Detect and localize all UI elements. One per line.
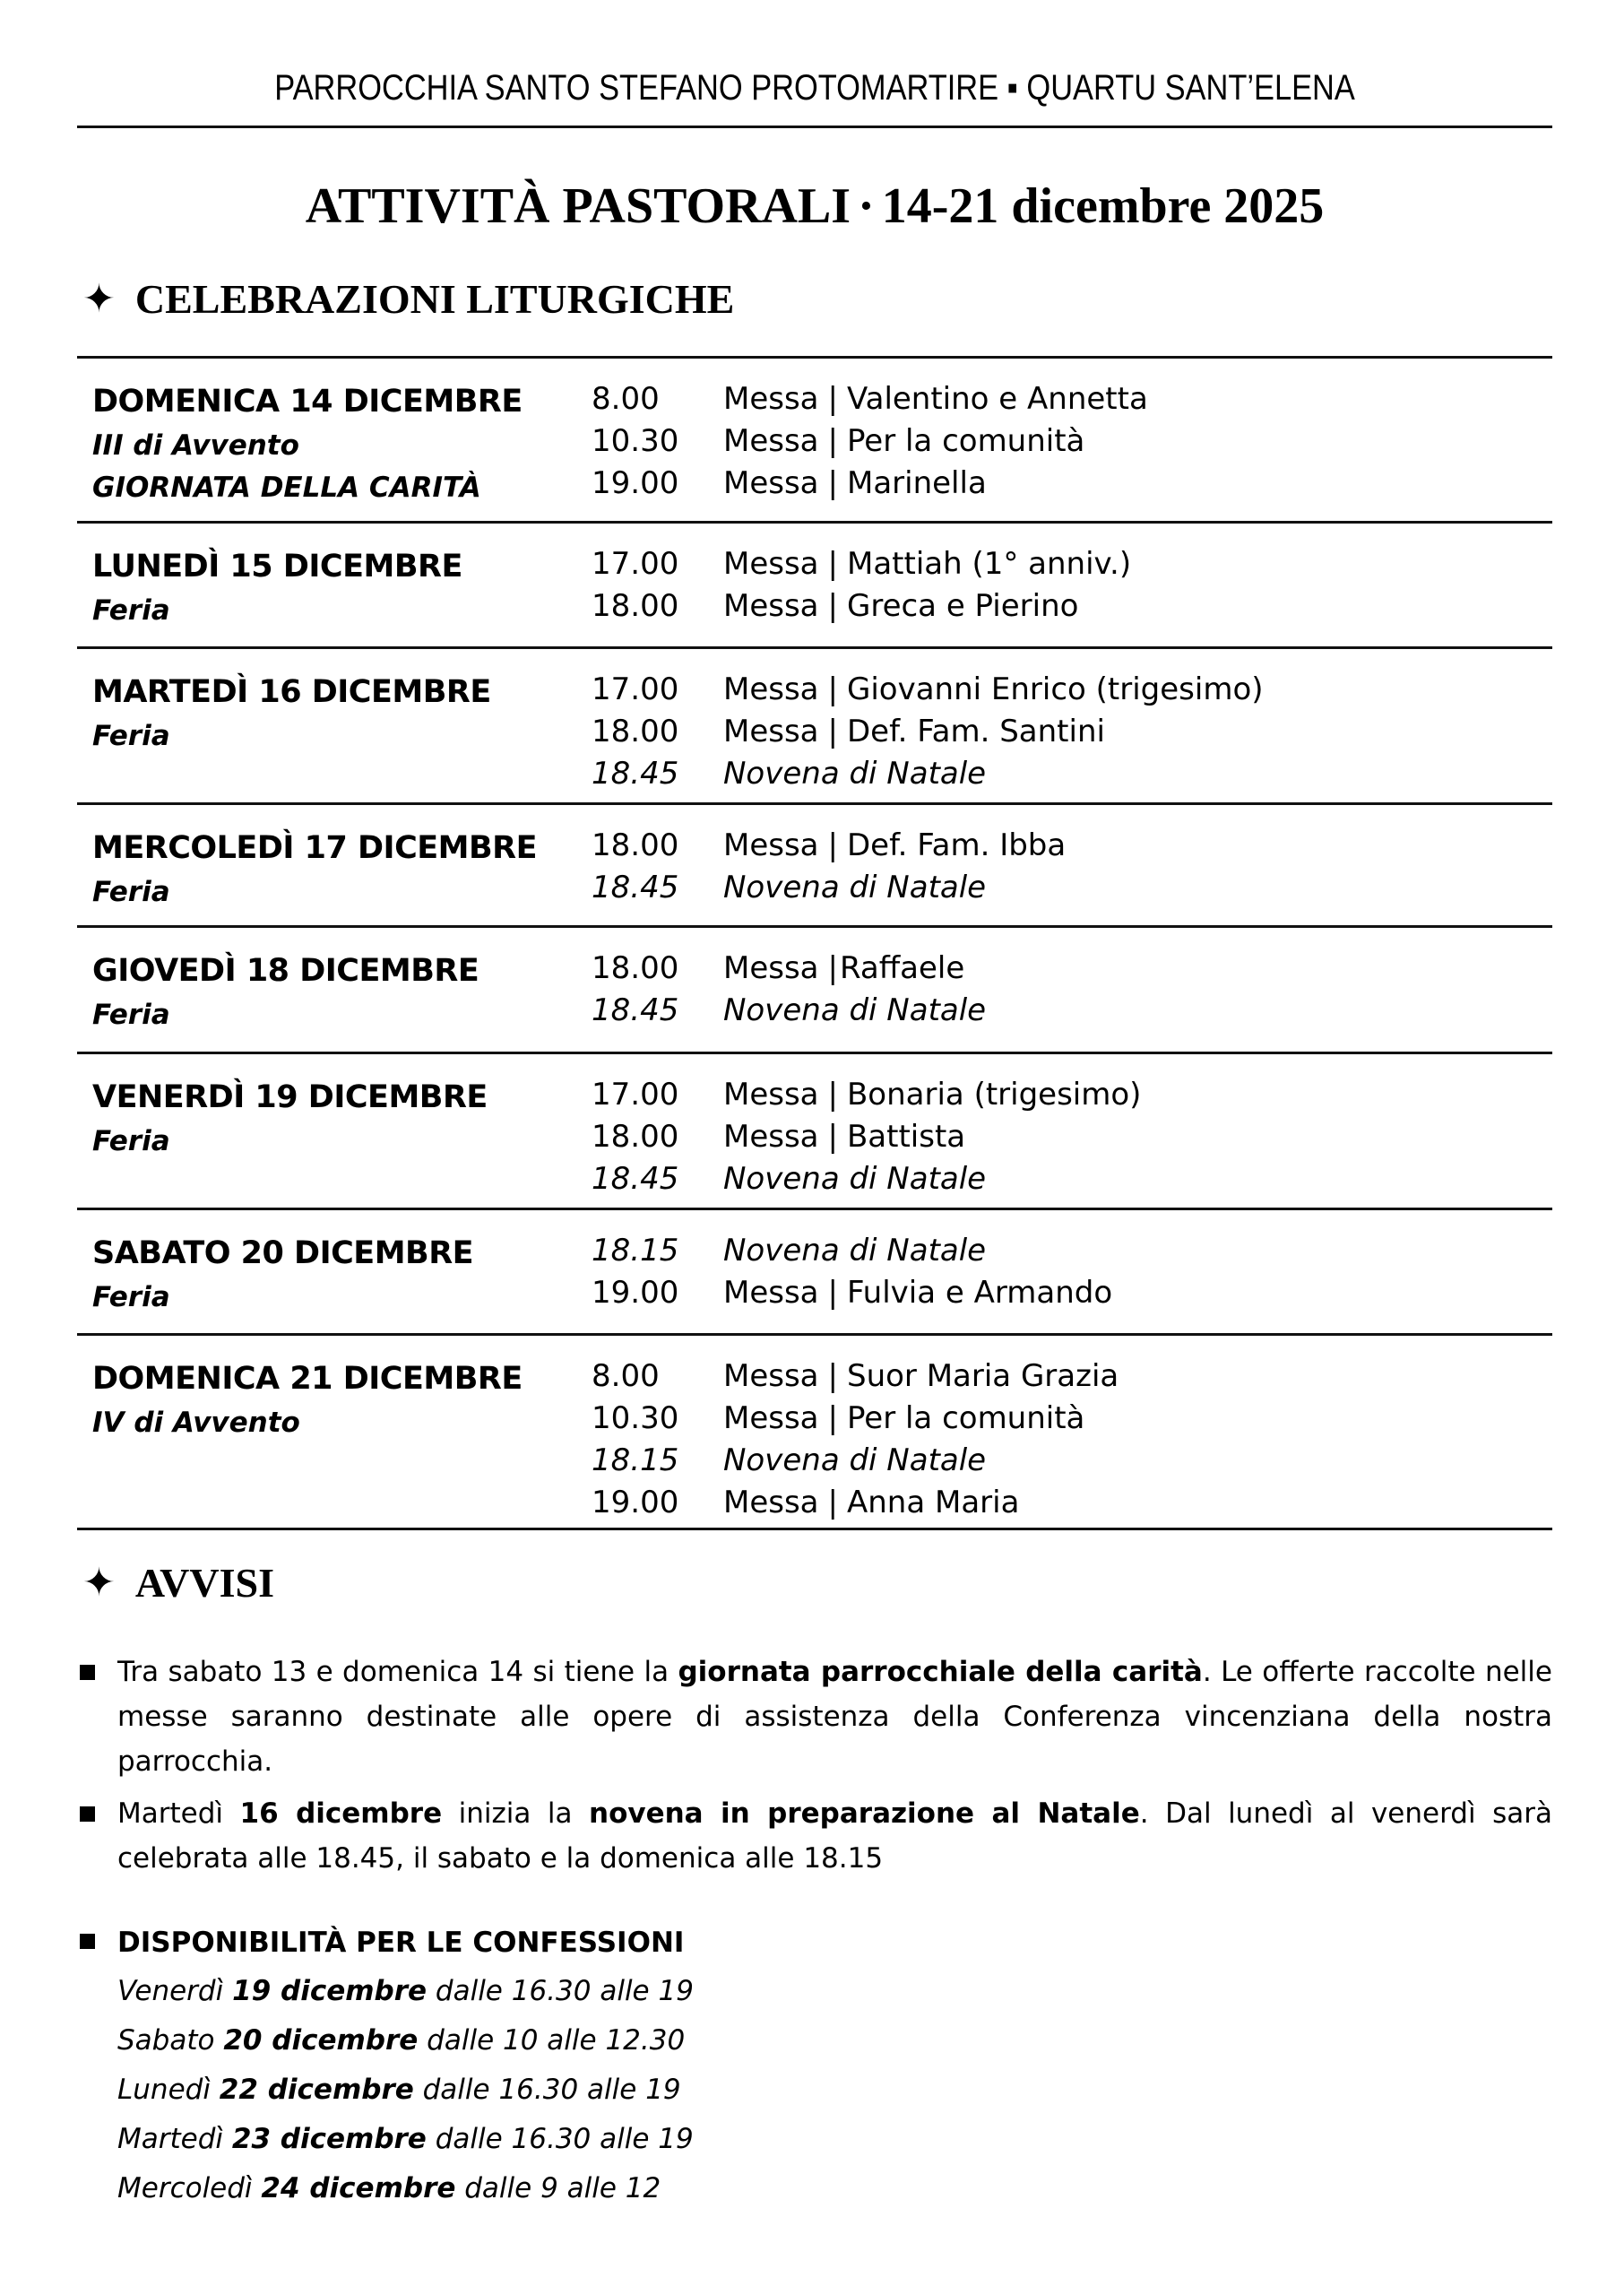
event-time: 18.45 (592, 992, 679, 1028)
day-liturgical-note: Feria (92, 876, 170, 908)
event-intention: Per la comunità (846, 1400, 1085, 1436)
event-separator: | (827, 1400, 838, 1436)
event-time: 19.00 (592, 465, 679, 501)
event-separator: | (827, 1358, 838, 1394)
event-item (592, 753, 1264, 795)
event-type: Messa (723, 1485, 819, 1520)
event-intention: Fulvia e Armando (846, 1275, 1113, 1311)
schedule-row (77, 1333, 1552, 1530)
schedule-row (77, 356, 1552, 521)
day-liturgical-note: III di Avvento (92, 429, 299, 462)
event-item (592, 585, 1131, 628)
day-liturgical-note: GIORNATA DELLA CARITÀ (92, 472, 481, 504)
confession-hours: dalle 9 alle 12 (464, 2172, 661, 2204)
event-intention: Bonaria (trigesimo) (846, 1077, 1142, 1113)
section-notices-title: AVVISI (134, 1560, 274, 1606)
page-title (77, 176, 1552, 237)
event-type: Novena di Natale (723, 870, 987, 905)
event-intention: Raffaele (839, 950, 965, 986)
event-list (592, 1230, 1112, 1314)
event-separator: | (827, 546, 838, 582)
notice-text: Tra sabato 13 e domenica 14 si tiene la (117, 1656, 678, 1688)
confession-date: 23 dicembre (231, 2123, 427, 2155)
day-label (92, 1355, 523, 1444)
confession-hours: dalle 16.30 alle 19 (435, 2123, 694, 2155)
event-type: Novena di Natale (723, 1161, 987, 1197)
event-type: Messa (723, 465, 819, 501)
confession-date: 19 dicembre (232, 1975, 428, 2007)
day-name: SABATO 20 DICEMBRE (92, 1235, 474, 1271)
event-intention: Anna Maria (846, 1485, 1020, 1520)
event-item (592, 1230, 1112, 1272)
event-time: 10.30 (592, 423, 679, 459)
event-time: 18.45 (592, 870, 679, 905)
event-time: 10.30 (592, 1400, 679, 1436)
day-name: LUNEDÌ 15 DICEMBRE (92, 549, 462, 585)
event-list (592, 948, 986, 1032)
event-separator: | (827, 827, 838, 863)
confession-weekday: Martedì (117, 2123, 224, 2155)
event-list (592, 543, 1131, 628)
title-separator: · (858, 178, 875, 234)
event-intention: Valentino e Annetta (846, 381, 1148, 417)
event-separator: | (827, 423, 838, 459)
confession-hours: dalle 10 alle 12.30 (427, 2024, 686, 2057)
event-intention: Def. Fam. Santini (846, 714, 1105, 749)
event-list (592, 1074, 1141, 1200)
day-name: MARTEDÌ 16 DICEMBRE (92, 674, 491, 710)
notice-item (77, 1650, 1552, 1784)
event-separator: | (827, 714, 838, 749)
event-time: 18.45 (592, 1161, 679, 1197)
event-intention: Def. Fam. Ibba (846, 827, 1067, 863)
schedule-table (77, 356, 1552, 1530)
notice-highlight: novena in preparazione al Natale (589, 1797, 1140, 1830)
day-name: MERCOLEDÌ 17 DICEMBRE (92, 830, 538, 866)
confession-date: 24 dicembre (261, 2172, 456, 2204)
day-name: DOMENICA 14 DICEMBRE (92, 384, 523, 420)
confession-weekday: Sabato (117, 2024, 215, 2057)
event-separator: | (827, 465, 838, 501)
event-type: Messa (723, 714, 819, 749)
event-item (592, 543, 1131, 585)
event-intention: Suor Maria Grazia (846, 1358, 1119, 1394)
parish-name: PARROCCHIA SANTO STEFANO PROTOMARTIRE (274, 68, 999, 108)
confession-slot (77, 2066, 694, 2115)
event-item (592, 463, 1148, 505)
event-time: 8.00 (592, 1358, 660, 1394)
parish-header (180, 65, 1449, 111)
title-dates: 14-21 dicembre 2025 (881, 178, 1325, 234)
four-pointed-star-icon: ✦ (82, 276, 116, 322)
event-type: Messa (723, 671, 819, 707)
event-type: Novena di Natale (723, 992, 987, 1028)
event-separator: | (827, 381, 838, 417)
event-time: 17.00 (592, 1077, 679, 1113)
event-time: 18.45 (592, 756, 679, 792)
event-time: 19.00 (592, 1275, 679, 1311)
event-type: Messa (723, 1275, 819, 1311)
notices-list (77, 1650, 1552, 1888)
event-intention: Giovanni Enrico (trigesimo) (846, 671, 1264, 707)
event-type: Novena di Natale (723, 1442, 987, 1478)
schedule-row (77, 925, 1552, 1052)
event-type: Messa (723, 1400, 819, 1436)
square-bullet-icon (80, 1665, 95, 1680)
confessions-heading (77, 1918, 694, 1967)
event-item (592, 1482, 1119, 1524)
event-type: Messa (723, 423, 819, 459)
square-bullet-icon (80, 1806, 95, 1822)
day-liturgical-note: Feria (92, 1125, 170, 1157)
confessions-block (77, 1918, 694, 2213)
event-intention: Mattiah (1° anniv.) (846, 546, 1132, 582)
header-divider (77, 126, 1552, 128)
event-type: Messa (723, 950, 819, 986)
event-type: Novena di Natale (723, 756, 987, 792)
event-time: 17.00 (592, 546, 679, 582)
event-type: Novena di Natale (723, 1233, 987, 1269)
day-label (92, 948, 479, 1036)
event-intention: Marinella (846, 465, 987, 501)
section-celebrations-heading (82, 274, 734, 325)
event-list (592, 378, 1148, 505)
section-notices-heading (82, 1558, 274, 1608)
event-item (592, 420, 1148, 463)
day-liturgical-note: Feria (92, 720, 170, 752)
notice-text: Martedì (117, 1797, 240, 1830)
event-item (592, 711, 1264, 753)
confession-hours: dalle 16.30 alle 19 (435, 1975, 694, 2007)
event-item (592, 1116, 1141, 1158)
event-type: Messa (723, 546, 819, 582)
confession-slot (77, 2164, 694, 2213)
event-list (592, 1355, 1119, 1524)
event-time: 18.00 (592, 950, 679, 986)
event-intention: Per la comunità (846, 423, 1085, 459)
confession-slot (77, 2016, 694, 2066)
event-type: Messa (723, 1119, 819, 1155)
notice-text: . Le offerte raccolte nelle messe saranno destinate alle opere di assistenza della Conferenza vincenziana della nostra parrocchia. (117, 1656, 1552, 1778)
event-type: Messa (723, 1358, 819, 1394)
confession-slot (77, 2115, 694, 2164)
parish-town: QUARTU SANT’ELENA (1026, 68, 1355, 108)
event-item (592, 1398, 1119, 1440)
day-label (92, 378, 523, 509)
event-intention: Battista (846, 1119, 966, 1155)
event-list (592, 669, 1264, 795)
day-label (92, 1074, 488, 1163)
event-list (592, 825, 1066, 909)
event-item (592, 378, 1148, 420)
title-main: ATTIVITÀ PASTORALI (305, 178, 851, 234)
event-time: 18.00 (592, 827, 679, 863)
event-separator: | (827, 1485, 838, 1520)
day-liturgical-note: Feria (92, 999, 170, 1031)
event-item (592, 867, 1066, 909)
event-item (592, 990, 986, 1032)
day-liturgical-note: IV di Avvento (92, 1407, 300, 1439)
event-time: 18.15 (592, 1442, 679, 1478)
notice-text: . Dal lunedì al venerdì sarà celebrata alle 18.45, il sabato e la domenica alle 18.15 (117, 1797, 1552, 1875)
schedule-row (77, 646, 1552, 802)
schedule-row (77, 802, 1552, 925)
event-item (592, 1272, 1112, 1314)
confession-slot (77, 1967, 694, 2016)
event-separator: | (827, 1077, 838, 1113)
day-name: GIOVEDÌ 18 DICEMBRE (92, 953, 479, 989)
event-separator: | (827, 1275, 838, 1311)
confession-weekday: Mercoledì (117, 2172, 253, 2204)
event-item (592, 669, 1264, 711)
confession-date: 20 dicembre (223, 2024, 419, 2057)
day-name: VENERDÌ 19 DICEMBRE (92, 1079, 488, 1115)
event-type: Messa (723, 1077, 819, 1113)
notice-item (77, 1791, 1552, 1881)
event-type: Messa (723, 381, 819, 417)
event-time: 18.00 (592, 588, 679, 624)
notice-highlight: 16 dicembre (239, 1797, 443, 1830)
schedule-row (77, 1208, 1552, 1333)
notice-text: inizia la (442, 1797, 589, 1830)
event-item (592, 1440, 1119, 1482)
section-celebrations-title: CELEBRAZIONI LITURGICHE (134, 276, 735, 322)
event-separator: | (827, 1119, 838, 1155)
event-time: 19.00 (592, 1485, 679, 1520)
day-liturgical-note: Feria (92, 1281, 170, 1313)
schedule-row (77, 521, 1552, 646)
event-separator: | (827, 588, 838, 624)
notice-highlight: giornata parrocchiale della carità (678, 1656, 1203, 1688)
event-time: 17.00 (592, 671, 679, 707)
confession-date: 22 dicembre (219, 2074, 414, 2106)
day-label (92, 825, 537, 914)
event-time: 18.15 (592, 1233, 679, 1269)
confession-hours: dalle 16.30 alle 19 (422, 2074, 681, 2106)
event-separator: | (827, 950, 838, 986)
day-liturgical-note: Feria (92, 594, 170, 627)
day-label (92, 543, 462, 632)
confession-weekday: Lunedì (117, 2074, 211, 2106)
confessions-title: DISPONIBILITÀ PER LE CONFESSIONI (117, 1927, 685, 1959)
event-intention: Greca e Pierino (846, 588, 1079, 624)
event-time: 18.00 (592, 714, 679, 749)
event-item (592, 948, 986, 990)
event-item (592, 1074, 1141, 1116)
event-item (592, 1158, 1141, 1200)
event-separator: | (827, 671, 838, 707)
event-time: 18.00 (592, 1119, 679, 1155)
confessions-list (77, 1967, 694, 2213)
schedule-row (77, 1052, 1552, 1208)
four-pointed-star-icon: ✦ (82, 1560, 116, 1606)
event-type: Messa (723, 588, 819, 624)
square-bullet-icon (80, 1934, 95, 1949)
day-name: DOMENICA 21 DICEMBRE (92, 1361, 523, 1397)
header-separator: ▪ (1006, 68, 1018, 108)
day-label (92, 1230, 473, 1319)
event-time: 8.00 (592, 381, 660, 417)
event-item (592, 1355, 1119, 1398)
confession-weekday: Venerdì (117, 1975, 224, 2007)
event-type: Messa (723, 827, 819, 863)
event-item (592, 825, 1066, 867)
day-label (92, 669, 491, 758)
